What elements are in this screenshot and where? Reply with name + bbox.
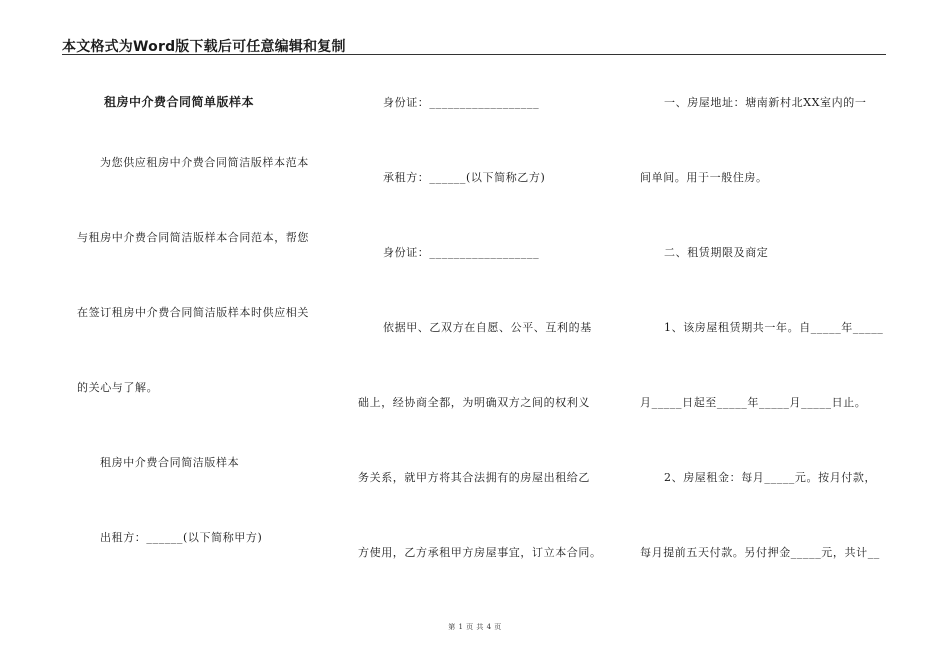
lessor-id-field: 身份证：__________________ [383,96,540,109]
middle-paragraph-line: 方使用，乙方承租甲方房屋事宜，订立本合同。 [358,546,602,559]
middle-paragraph-line: 务关系，就甲方将其合法拥有的房屋出租给乙 [358,471,590,484]
right-paragraph-line: 每月提前五天付款。另付押金_____元，共计__ [640,546,880,559]
left-paragraph-line: 的关心与了解。 [77,381,159,394]
lessee-field: 承租方：______(以下简称乙方) [383,171,546,184]
lessor-field: 出租方：______(以下简称甲方) [100,531,263,544]
right-paragraph-line: 一、房屋地址：塘南新村北XX室内的一 [664,96,867,109]
page-indicator: 第 1 页 共 4 页 [448,623,502,631]
lessee-id-field: 身份证：__________________ [383,246,540,259]
header-divider [62,54,886,55]
left-subheading: 租房中介费合同简洁版样本 [100,456,240,469]
right-paragraph-line: 1、该房屋租赁期共一年。自_____年_____ [664,321,884,334]
left-paragraph-line: 与租房中介费合同简洁版样本合同范本，帮您 [77,231,309,244]
left-paragraph-line: 在签订租房中介费合同简洁版样本时供应相关 [77,306,309,319]
contract-title: 租房中介费合同简单版样本 [104,95,255,109]
left-paragraph-line: 为您供应租房中介费合同简洁版样本范本 [100,156,309,169]
section-heading: 二、租赁期限及商定 [664,246,769,259]
right-paragraph-line: 月_____日起至_____年_____月_____日止。 [640,396,867,409]
document-header-title: 本文格式为Word版下载后可任意编辑和复制 [62,39,346,55]
middle-paragraph-line: 依据甲、乙双方在自愿、公平、互利的基 [383,321,592,334]
right-paragraph-line: 间单间。用于一般住房。 [640,171,768,184]
right-paragraph-line: 2、房屋租金：每月_____元。按月付款， [664,471,877,484]
middle-paragraph-line: 础上，经协商全都，为明确双方之间的权利义 [358,396,590,409]
